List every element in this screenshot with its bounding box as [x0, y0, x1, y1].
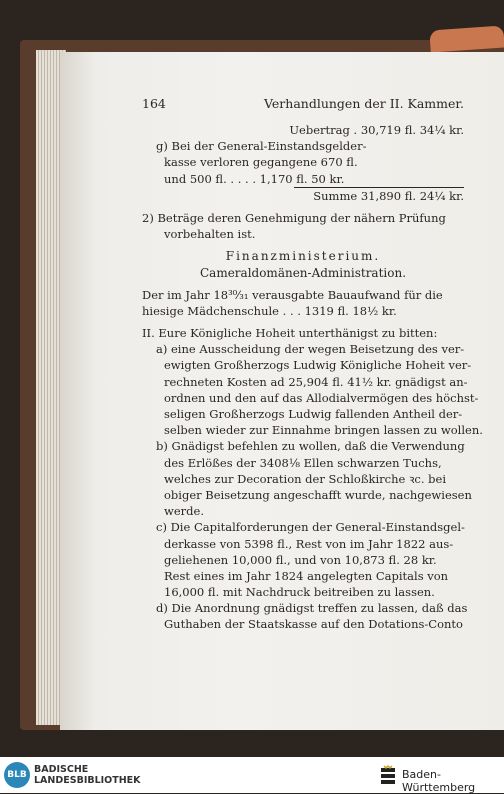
page-number: 164: [142, 96, 166, 111]
page-text: [142, 96, 483, 633]
blb-name[interactable]: [34, 764, 141, 786]
text-line: 16,000 fl. mit Nachdruck beitreiben zu lassen.: [164, 585, 435, 600]
text-line: werde.: [164, 504, 204, 519]
text-line: b) Gnädigst befehlen zu wollen, daß die Verwendung: [156, 439, 465, 454]
bw-label[interactable]: Baden-Württemberg: [402, 768, 476, 794]
text-line: Guthaben der Staatskasse auf den Dotations-Conto: [164, 617, 463, 632]
text-line: ordnen und den auf das Allodialvermögen des höchst-: [164, 390, 479, 405]
text-line: c) Die Capitalforderungen der General-Einstandsgel-: [156, 520, 465, 535]
text-line: ewigten Großherzogs Ludwig Königliche Hoheit ver-: [164, 358, 472, 373]
text-line: des Erlößes der 3408⅛ Ellen schwarzen Tuchs,: [164, 455, 442, 470]
text-line: d) Die Anordnung gnädigst treffen zu lassen, daß das: [156, 601, 468, 616]
baden-wuerttemberg-lions-icon: [378, 764, 398, 786]
text-line: Rest eines im Jahr 1824 angelegten Capitals von: [164, 568, 449, 583]
text-line: II. Eure Königliche Hoheit unterthänigst zu bitten:: [142, 326, 438, 341]
page-header: [142, 96, 464, 122]
text-line: Uebertrag . 30,719 fl. 34¼ kr.: [289, 123, 464, 137]
text-line: Summe 31,890 fl. 24¼ kr.: [313, 188, 464, 203]
text-line: rechneten Kosten ad 25,904 fl. 41½ kr. gnädigst an-: [164, 374, 468, 389]
text-line: a) eine Ausscheidung der wegen Beisetzung des ver-: [156, 342, 465, 357]
text-line: Der im Jahr 18³⁰⁄₃₁ verausgabte Bauaufwand für die: [142, 287, 443, 302]
text-line: welches zur Decoration der Schloßkirche ꝛc. bei: [164, 471, 447, 486]
running-head: Verhandlungen der II. Kammer.: [264, 96, 464, 111]
blb-line-1: BADISCHE: [34, 764, 89, 775]
viewer-footer: [0, 757, 504, 793]
text-line: 2) Beträge deren Genehmigung der nähern Prüfung: [142, 210, 446, 225]
blb-line-2: LANDESBIBLIOTHEK: [34, 775, 141, 786]
text-line: obiger Beisetzung angeschafft wurde, nachgewiesen: [164, 487, 472, 502]
section-heading: Finanzministerium.: [225, 249, 381, 264]
section-subheading: Cameraldomänen-Administration.: [199, 265, 407, 280]
text-line: und 500 fl. . . . . 1,170 fl. 50 kr.: [164, 171, 345, 186]
text-line: selben wieder zur Einnahme bringen lassen zu wollen.: [164, 423, 483, 438]
text-line: seligen Großherzogs Ludwig fallenden Antheil der-: [164, 407, 463, 421]
text-line: kasse verloren gegangene 670 fl.: [164, 155, 358, 170]
text-line: geliehenen 10,000 fl., und von 10,873 fl. 28 kr.: [164, 552, 437, 567]
text-line: vorbehalten ist.: [164, 227, 256, 242]
text-line: hiesige Mädchenschule . . . 1319 fl. 18½ kr.: [142, 303, 397, 318]
blb-logo-icon[interactable]: BLB: [4, 762, 30, 788]
text-line: derkasse von 5398 fl., Rest von im Jahr 1822 aus-: [164, 536, 454, 551]
text-line: g) Bei der General-Einstandsgelder-: [156, 139, 367, 154]
